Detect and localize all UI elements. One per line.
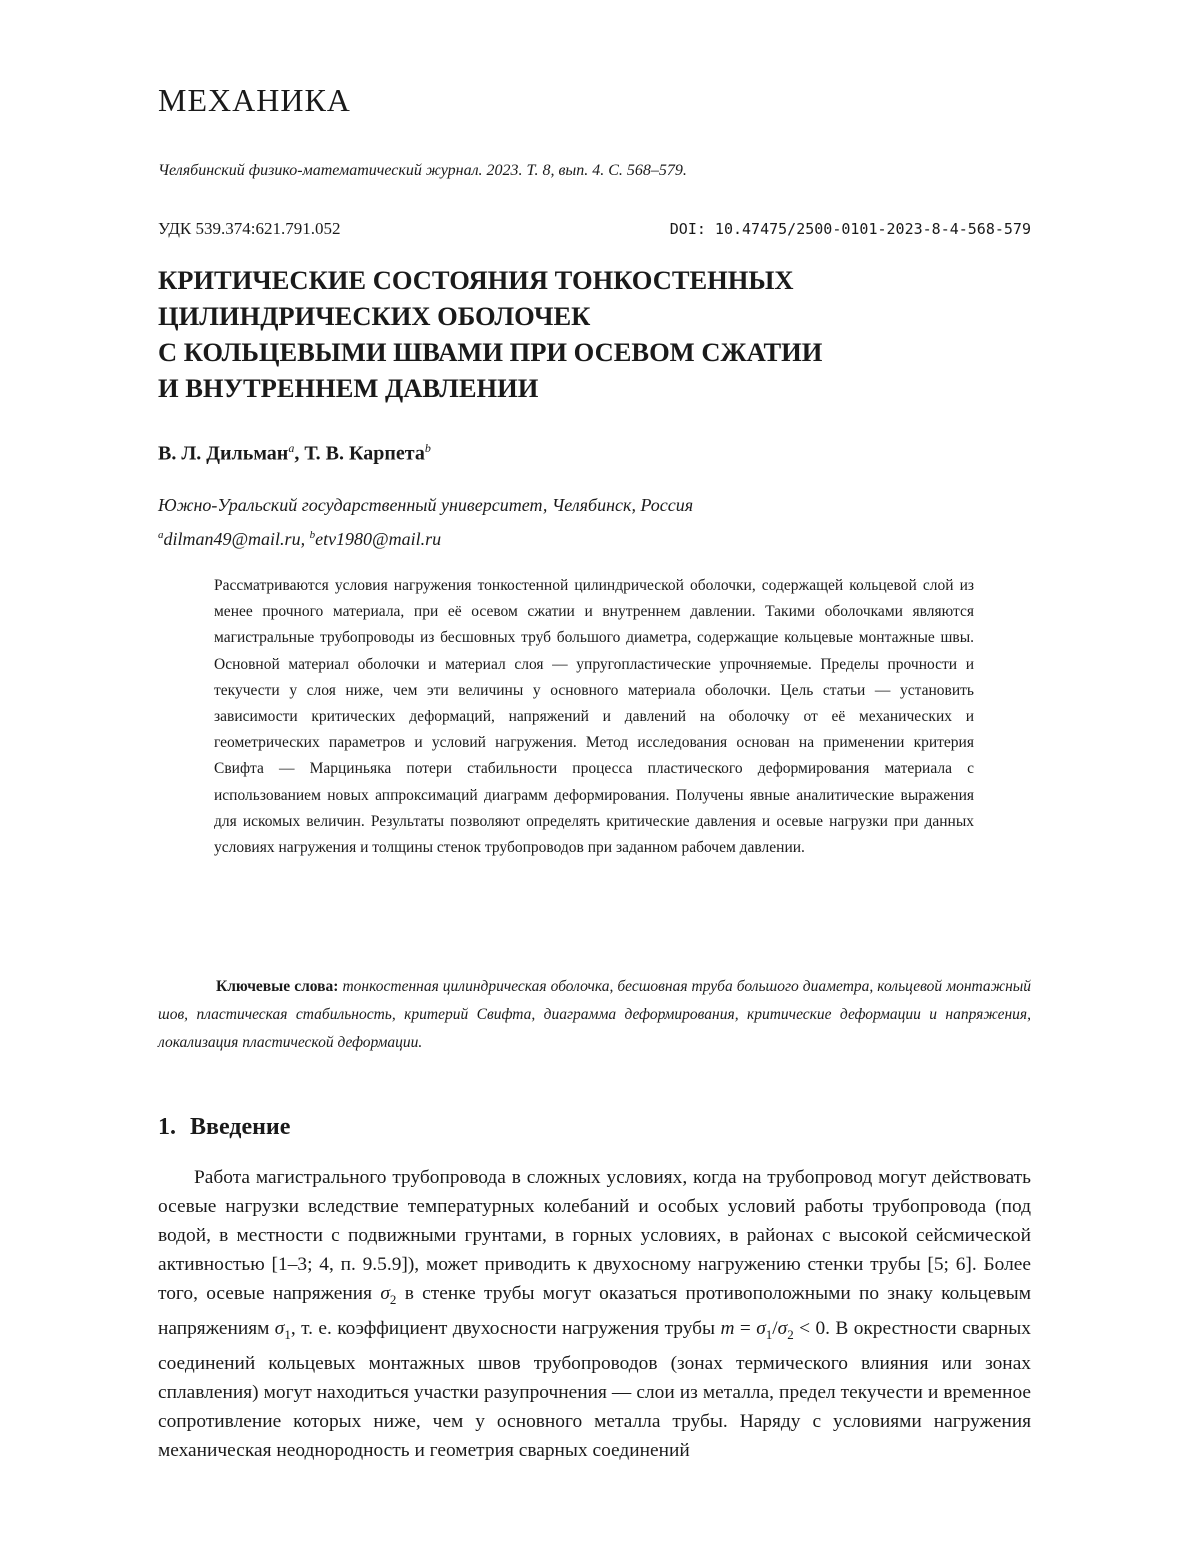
paper-title xyxy=(158,262,1058,406)
author-mark: a xyxy=(288,441,295,455)
affiliation: Южно-Уральский государственный университет, Челябинск, Россия xyxy=(158,495,694,515)
author-name: В. Л. Дильман xyxy=(158,442,289,465)
section-title: Введение xyxy=(190,1114,291,1140)
title-line: И ВНУТРЕННЕМ ДАВЛЕНИИ xyxy=(158,373,539,403)
math-subscript: 1 xyxy=(765,1326,773,1342)
paragraph-text: , т. е. коэффициент двухосности нагружения трубы xyxy=(290,1317,721,1339)
keywords-text: тонкостенная цилиндрическая оболочка, бесшовная труба большого диаметра, кольцевой монтажный шов, пластическая стабильность, критерий Свифта, диаграмма деформирования, критические деформации и напряжения, локализация пластической деформации. xyxy=(158,978,1032,1051)
keywords xyxy=(158,973,1031,1057)
udc-code: УДК 539.374:621.791.052 xyxy=(158,219,341,238)
title-line: ЦИЛИНДРИЧЕСКИХ ОБОЛОЧЕК xyxy=(158,301,591,331)
math-symbol: m xyxy=(720,1317,735,1339)
section-heading: МЕХАНИКА xyxy=(158,82,351,118)
author-mark: b xyxy=(424,441,431,455)
affiliation-block xyxy=(158,490,1058,554)
paragraph-text: = xyxy=(734,1317,757,1339)
math-subscript: 1 xyxy=(284,1326,291,1342)
keywords-label: Ключевые слова: xyxy=(216,978,339,995)
paragraph-text: Работа магистрального трубопровода в сложных условиях, когда на трубопровод могут действовать осевые нагрузки вследствие температурных колебаний и особых условий работы трубопровода (под водой, в местности с подвижными грунтами, в горных условиях, в районах с высокой сейсмической активностью [1–3; 4, п. 9.5.9]), может приводить к двухосному нагружению стенки трубы [5; 6]. Более того, осевые напряжения xyxy=(158,1167,1031,1304)
paragraph-text: < 0. В окрестности сварных соединений кольцевых монтажных швов трубопроводов (зонах термического влияния или зонах сплавления) могут находиться участки разупрочнения — слои из металла, предел текучести и временное сопротивление которых ниже, чем у основного металла трубы. Наряду с условиями нагружения механическая неоднородность и геометрия сварных соединений xyxy=(158,1317,1031,1461)
math-symbol: σ xyxy=(380,1283,390,1304)
email-separator: , xyxy=(300,529,310,549)
title-line: КРИТИЧЕСКИЕ СОСТОЯНИЯ ТОНКОСТЕННЫХ xyxy=(158,265,794,295)
math-subscript: 2 xyxy=(389,1291,397,1307)
title-line: С КОЛЬЦЕВЫМИ ШВАМИ ПРИ ОСЕВОМ СЖАТИИ xyxy=(158,337,823,367)
math-symbol: σ xyxy=(274,1317,285,1339)
email-mark: b xyxy=(309,529,316,541)
section-number: 1. xyxy=(158,1114,176,1140)
math-subscript: 2 xyxy=(787,1326,794,1342)
section-introduction-heading xyxy=(158,1114,290,1141)
author-list xyxy=(158,441,431,466)
email-address: dilman49@mail.ru xyxy=(163,529,301,549)
meta-row xyxy=(158,219,1031,239)
email-address: etv1980@mail.ru xyxy=(315,529,442,549)
abstract: Рассматриваются условия нагружения тонкостенной цилиндрической оболочки, содержащей кольцевой слой из менее прочного материала, при её осевом сжатии и внутреннем давлении. Такими оболочками являются магистральные трубопроводы из бесшовных труб большого диаметра, содержащие кольцевые монтажные швы. Основной материал оболочки и материал слоя — упругопластические упрочняемые. Пределы прочности и текучести у слоя ниже, чем эти величины у основного материала оболочки. Цель статьи — установить зависимости критических деформаций, напряжений и давлений на оболочку от её механических и геометрических параметров и условий нагружения. Метод исследования основан на применении критерия Свифта — Марциньяка потери стабильности процесса пластического деформирования материала с использованием новых аппроксимаций диаграмм деформирования. Получены явные аналитические выражения для искомых величин. Результаты позволяют определять критические давления и осевые нагрузки при данных условиях нагружения и толщины стенок трубопроводов при заданном рабочем давлении. xyxy=(214,577,974,857)
introduction-paragraph xyxy=(158,1163,1031,1465)
math-symbol: σ xyxy=(777,1317,788,1339)
math-symbol: σ xyxy=(756,1317,766,1339)
email-line xyxy=(158,520,1058,554)
doi: DOI: 10.47475/2500-0101-2023-8-4-568-579 xyxy=(669,220,1031,238)
paragraph-text: / xyxy=(772,1317,778,1339)
author-name: Т. В. Карпета xyxy=(304,442,425,465)
paragraph-text: в стенке трубы могут оказаться противоположными по знаку кольцевым напряжениям xyxy=(158,1283,1031,1339)
journal-reference: Челябинский физико-математический журнал. 2023. Т. 8, вып. 4. С. 568–579. xyxy=(158,162,687,179)
email-mark: a xyxy=(158,529,164,541)
author-separator: , xyxy=(294,442,305,465)
